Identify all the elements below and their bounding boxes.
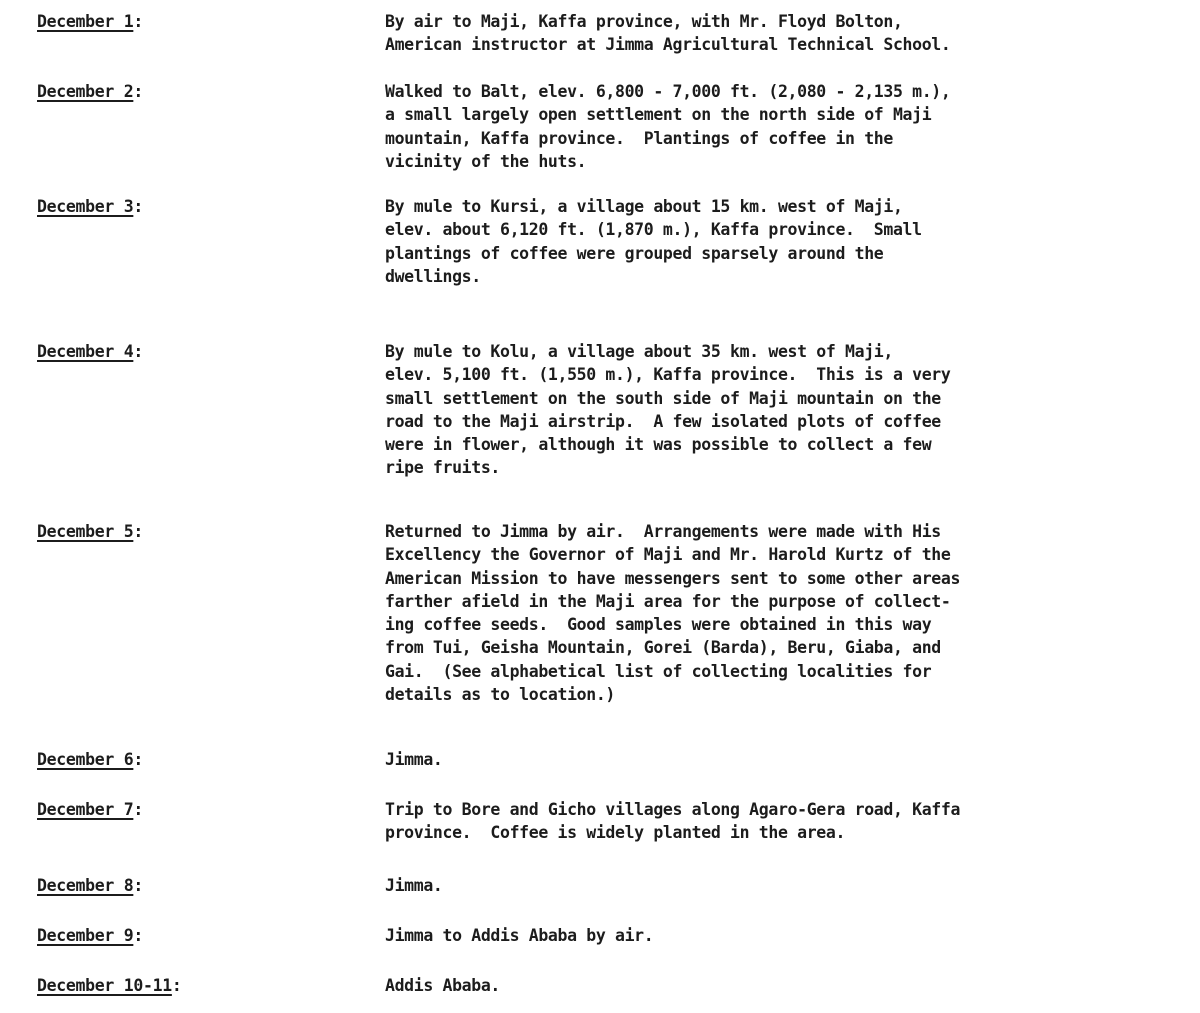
entry-line: elev. about 6,120 ft. (1,870 m.), Kaffa province. Small bbox=[385, 220, 922, 240]
entry-date-colon: : bbox=[133, 876, 143, 895]
entry-line: Jimma. bbox=[385, 750, 443, 769]
entry-line: Jimma. bbox=[385, 876, 443, 895]
entry-line: By air to Maji, Kaffa province, with Mr. Floyd Bolton, bbox=[385, 12, 903, 31]
entry-date-label: December 3 bbox=[37, 197, 134, 216]
entry-line: small settlement on the south side of Maji mountain on the bbox=[385, 388, 941, 408]
entry-line: By mule to Kolu, a village about 35 km. west of Maji, bbox=[385, 342, 893, 361]
entry-line: American instructor at Jimma Agricultural Technical School. bbox=[385, 35, 951, 55]
entry-line: Addis Ababa. bbox=[385, 976, 501, 995]
entry-date bbox=[37, 195, 143, 218]
entry-line: farther afield in the Maji area for the purpose of collect- bbox=[385, 591, 951, 611]
entry-text bbox=[385, 874, 1197, 897]
entry-date bbox=[37, 80, 143, 103]
entry-date bbox=[37, 874, 143, 897]
entry-date bbox=[37, 798, 143, 821]
entry-text bbox=[385, 974, 1197, 997]
entry-date-colon: : bbox=[133, 926, 143, 945]
entry-text bbox=[385, 798, 1197, 845]
entry-line: Excellency the Governor of Maji and Mr. Harold Kurtz of the bbox=[385, 545, 951, 565]
entry-line: mountain, Kaffa province. Plantings of coffee in the bbox=[385, 128, 893, 148]
entry-line: dwellings. bbox=[385, 266, 481, 286]
entry-date-label: December 6 bbox=[37, 750, 134, 769]
entry-date-label: December 2 bbox=[37, 82, 134, 101]
entry-date-label: December 7 bbox=[37, 800, 134, 819]
entry-line: Trip to Bore and Gicho villages along Agaro-Gera road, Kaffa bbox=[385, 800, 961, 819]
entry-date-colon: : bbox=[171, 976, 182, 995]
entry-date-colon: : bbox=[133, 522, 143, 541]
entry-text bbox=[385, 10, 1197, 57]
entry-line: Walked to Balt, elev. 6,800 - 7,000 ft. (2,080 - 2,135 m.), bbox=[385, 82, 951, 101]
entry-date-label: December 4 bbox=[37, 342, 134, 361]
entry-line: Gai. (See alphabetical list of collecting localities for bbox=[385, 661, 932, 681]
entry-line: from Tui, Geisha Mountain, Gorei (Barda), Beru, Giaba, and bbox=[385, 638, 941, 658]
entry-date-label: December 9 bbox=[37, 926, 134, 945]
entry-line: By mule to Kursi, a village about 15 km. west of Maji, bbox=[385, 197, 903, 216]
entry-date-label: December 5 bbox=[37, 522, 134, 541]
entry-line: details as to location.) bbox=[385, 685, 616, 705]
entry-date-label: December 1 bbox=[37, 12, 134, 31]
entry-line: vicinity of the huts. bbox=[385, 151, 587, 171]
entry-text bbox=[385, 80, 1197, 173]
entry-line: a small largely open settlement on the north side of Maji bbox=[385, 105, 932, 125]
entry-text bbox=[385, 340, 1197, 480]
entry-date-colon: : bbox=[133, 800, 143, 819]
entry-line: province. Coffee is widely planted in the area. bbox=[385, 823, 846, 843]
entry-line: elev. 5,100 ft. (1,550 m.), Kaffa province. This is a very bbox=[385, 365, 951, 385]
entry-date bbox=[37, 340, 143, 363]
entry-date-colon: : bbox=[133, 82, 143, 101]
entry-date bbox=[37, 924, 143, 947]
entry-date-label: December 10-11 bbox=[37, 976, 172, 995]
entry-date-colon: : bbox=[133, 750, 143, 769]
entry-date-label: December 8 bbox=[37, 876, 134, 895]
entry-line: were in flower, although it was possible to collect a few bbox=[385, 435, 932, 455]
entry-date-colon: : bbox=[133, 197, 143, 216]
entry-line: Returned to Jimma by air. Arrangements were made with His bbox=[385, 522, 941, 541]
entry-line: ing coffee seeds. Good samples were obtained in this way bbox=[385, 615, 932, 635]
entry-date bbox=[37, 974, 182, 997]
entry-text bbox=[385, 195, 1197, 288]
entry-line: plantings of coffee were grouped sparsely around the bbox=[385, 243, 884, 263]
entry-text bbox=[385, 520, 1197, 706]
entry-line: American Mission to have messengers sent to some other areas bbox=[385, 568, 961, 588]
entry-date bbox=[37, 520, 143, 543]
entry-line: Jimma to Addis Ababa by air. bbox=[385, 926, 654, 945]
entry-text bbox=[385, 924, 1197, 947]
entry-date bbox=[37, 10, 143, 33]
entry-text bbox=[385, 748, 1197, 771]
entry-line: ripe fruits. bbox=[385, 458, 501, 478]
entry-line: road to the Maji airstrip. A few isolated plots of coffee bbox=[385, 411, 941, 431]
entry-date-colon: : bbox=[133, 342, 143, 361]
entry-date bbox=[37, 748, 143, 771]
entry-date-colon: : bbox=[133, 12, 143, 31]
